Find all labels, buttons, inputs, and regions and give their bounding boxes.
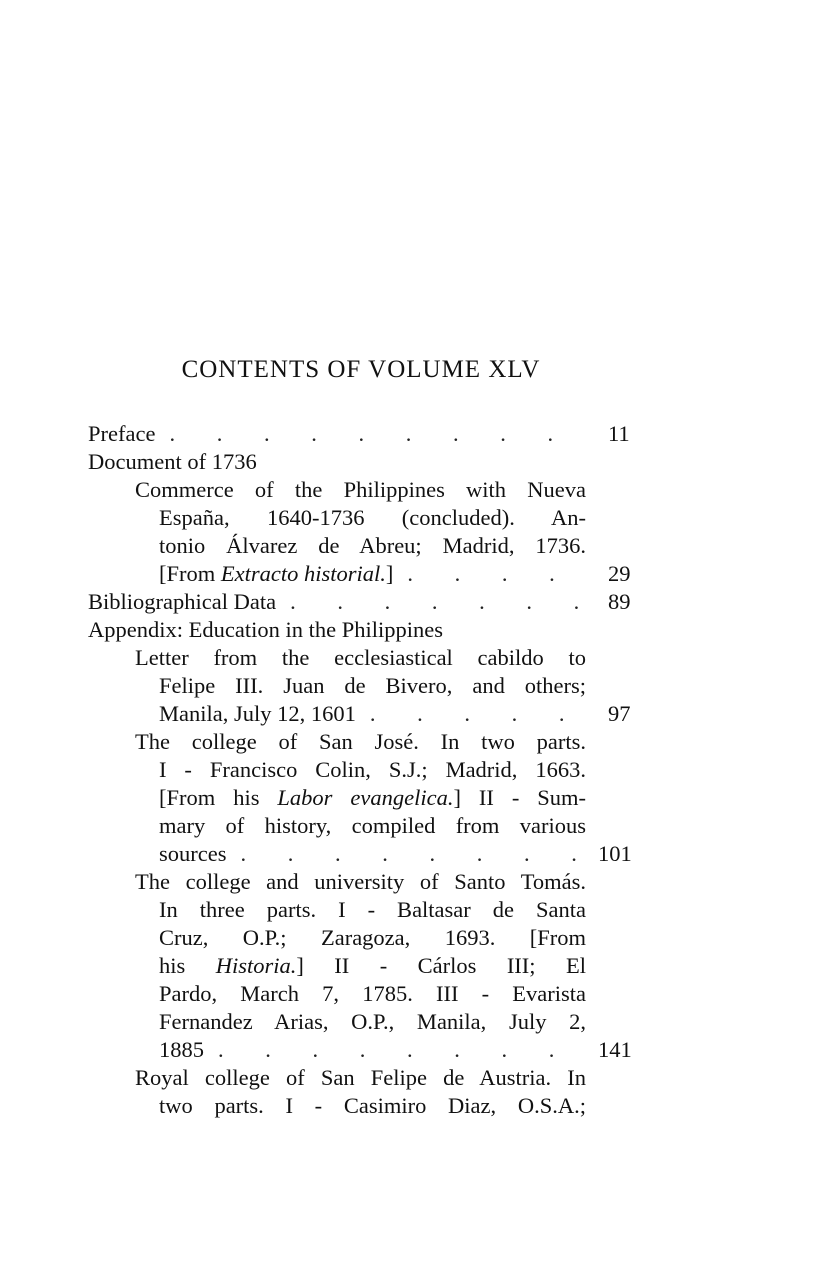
toc-entry-preface [88, 420, 593, 448]
toc-entry-santo-tomas-line: Fernandez Arias, O.P., Manila, July 2, [159, 1009, 586, 1034]
citation-title: Historia. [215, 953, 297, 978]
citation-suffix: ] [385, 561, 394, 586]
toc-entry-san-felipe-line: two parts. I - Casimiro Diaz, O.S.A.; [159, 1093, 586, 1118]
toc-entry-letter-line: Letter from the ecclesiastical cabildo to [135, 645, 586, 670]
toc-entry-commerce-line: España, 1640-1736 (concluded). An- [159, 505, 586, 530]
citation-prefix: his [159, 953, 216, 978]
dot-leader [393, 560, 593, 588]
toc-entry-label: Manila, July 12, 1601 [159, 701, 356, 726]
toc-entry-letter-line: Felipe III. Juan de Bivero, and others; [159, 673, 586, 698]
toc-entry-bibliographical-data [88, 588, 593, 616]
toc-page-number: 29 [608, 561, 631, 586]
toc-entry-letter-line [159, 700, 593, 728]
toc-page-number: 97 [608, 701, 631, 726]
toc-entry-santo-tomas-line: In three parts. I - Baltasar de Santa [159, 897, 586, 922]
toc-entry-commerce-line: Commerce of the Philippines with Nueva [135, 477, 586, 502]
citation-suffix: ] II - Cárlos III; El [296, 953, 586, 978]
toc-entry-san-jose-line: The college of San José. In two parts. [135, 729, 586, 754]
citation-suffix: ] II - Sum- [453, 785, 587, 810]
toc-page-number: 101 [598, 841, 632, 866]
toc-entry-san-jose-line [159, 840, 593, 868]
toc-entry-san-jose-line: I - Francisco Colin, S.J.; Madrid, 1663. [159, 757, 586, 782]
toc-entry-santo-tomas-line: The college and university of Santo Tomás. [135, 869, 586, 894]
dot-leader [276, 588, 593, 616]
toc-section-heading: Document of 1736 [88, 449, 257, 474]
toc-entry-label: sources [159, 841, 227, 866]
toc-page-number: 141 [598, 1037, 632, 1062]
toc-entry-san-jose-line: mary of history, compiled from various [159, 813, 586, 838]
toc-entry-santo-tomas-line: Pardo, March 7, 1785. III - Evarista [159, 981, 586, 1006]
dot-leader [226, 840, 593, 868]
toc-citation [159, 560, 393, 588]
toc-entry-label: 1885 [159, 1037, 204, 1062]
page-title: CONTENTS OF VOLUME XLV [181, 356, 541, 383]
toc-entry-santo-tomas-line [159, 952, 586, 980]
toc-entry-commerce-line: tonio Álvarez de Abreu; Madrid, 1736. [159, 533, 586, 558]
toc-section-heading: Appendix: Education in the Philippines [88, 617, 443, 642]
dot-leader [155, 420, 593, 448]
toc-entry-san-jose-line [159, 784, 586, 812]
citation-prefix: [From [159, 561, 221, 586]
toc-entry-label: Bibliographical Data [88, 589, 277, 614]
toc-entry-commerce-line [159, 560, 593, 588]
toc-page-number: 89 [608, 589, 631, 614]
toc-entry-santo-tomas-line: Cruz, O.P.; Zaragoza, 1693. [From [159, 925, 586, 950]
toc-page-number: 11 [608, 421, 630, 446]
citation-title: Labor evangelica. [277, 785, 454, 810]
toc-entry-santo-tomas-line [159, 1036, 593, 1064]
toc-entry-san-felipe-line: Royal college of San Felipe de Austria. In [135, 1065, 586, 1090]
dot-leader [356, 700, 593, 728]
toc-entry-label: Preface [88, 421, 156, 446]
citation-prefix: [From his [159, 785, 278, 810]
citation-title: Extracto historial. [220, 561, 386, 586]
dot-leader [204, 1036, 593, 1064]
